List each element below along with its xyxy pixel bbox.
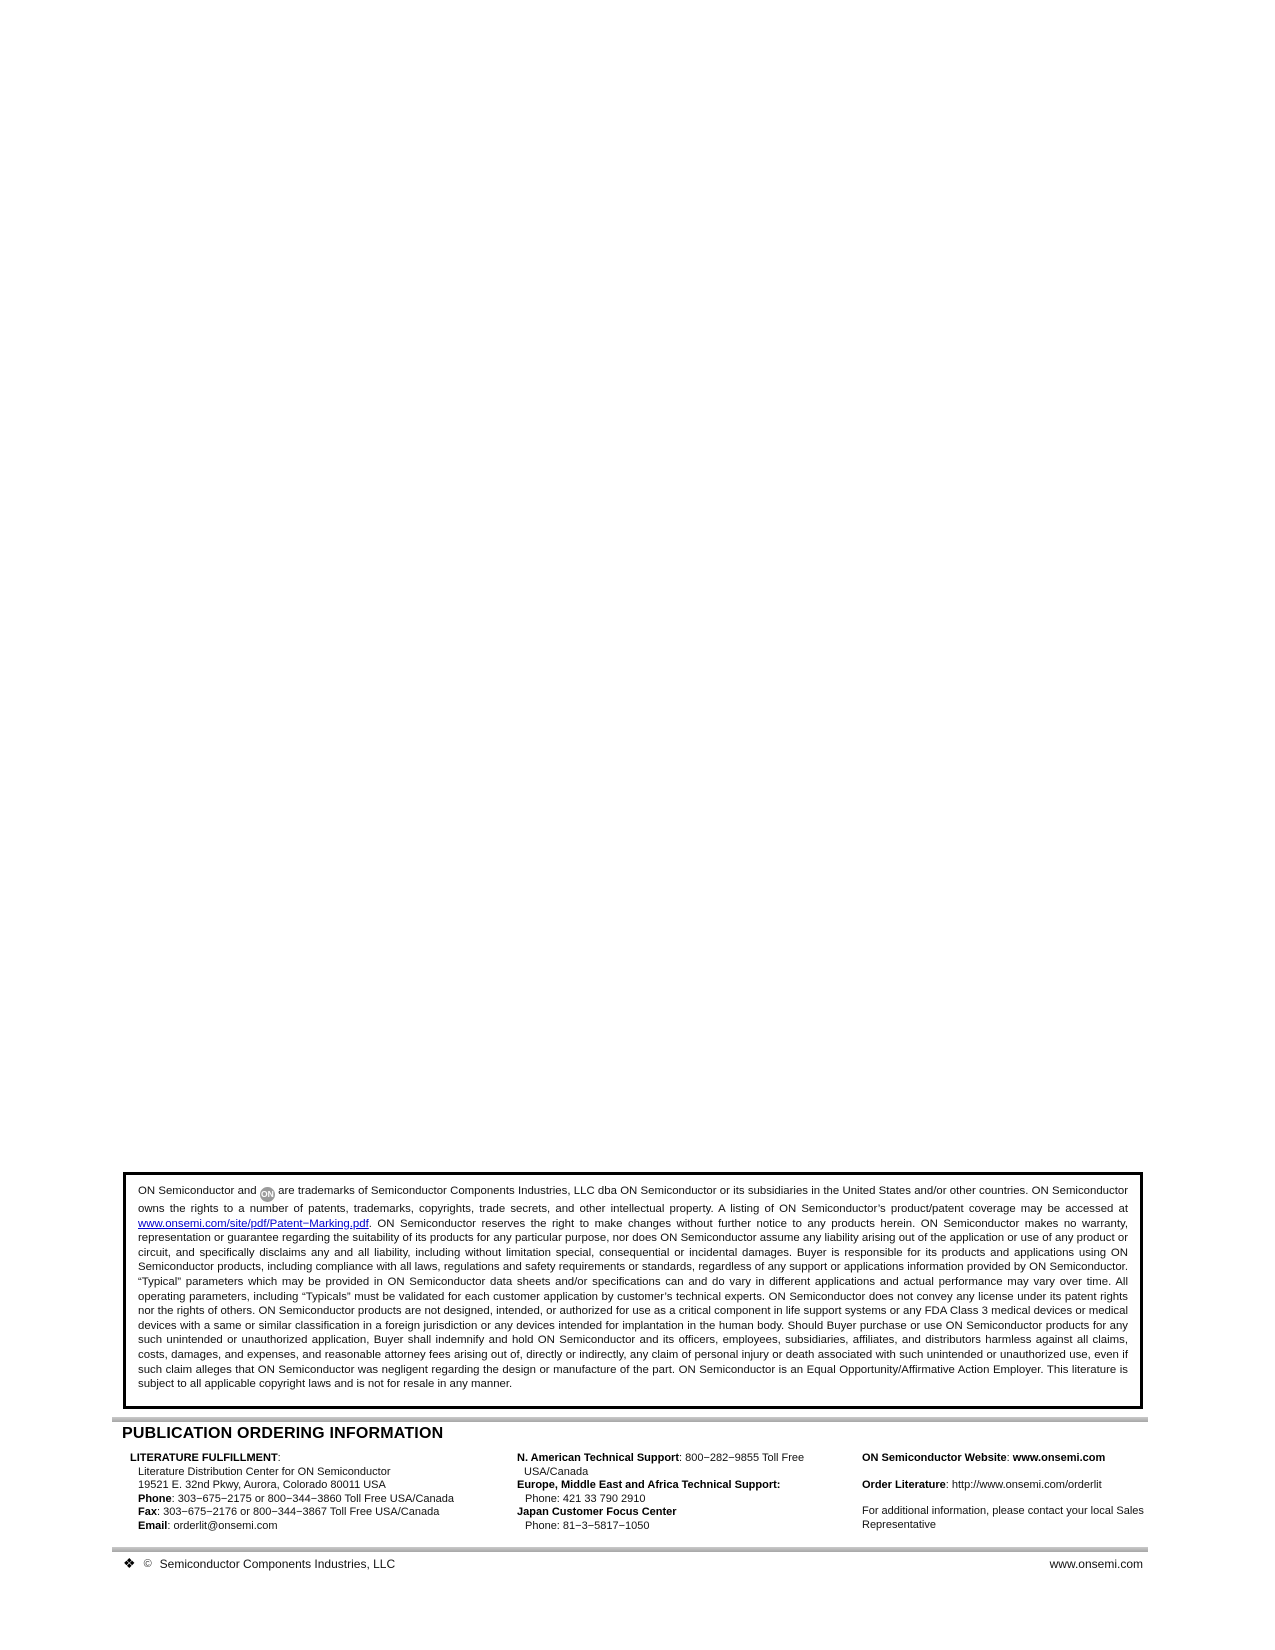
literature-fulfillment-title — [130, 1452, 510, 1466]
emea-phone-line: Phone: 421 33 790 2910 — [525, 1492, 646, 1505]
order-literature-line — [862, 1479, 1154, 1493]
diamond-icon: ❖ — [123, 1555, 136, 1571]
additional-info-text: For additional information, please contact your local Sales Representative — [862, 1505, 1144, 1531]
literature-email-line — [130, 1520, 510, 1534]
literature-phone-line — [130, 1493, 510, 1507]
footer-company-name: Semiconductor Components Industries, LLC — [159, 1556, 396, 1571]
emea-support-label: Europe, Middle East and Africa Technical Support: — [517, 1479, 781, 1492]
email-label: Email — [138, 1519, 168, 1532]
patent-marking-link[interactable]: www.onsemi.com/site/pdf/Patent−Marking.pdf — [138, 1217, 369, 1230]
on-semiconductor-logo-icon: ON — [260, 1187, 275, 1202]
japan-phone-line: Phone: 81−3−5817−1050 — [525, 1519, 650, 1532]
order-literature-url[interactable]: : http://www.onsemi.com/orderlit — [945, 1478, 1102, 1491]
japan-center-label: Japan Customer Focus Center — [517, 1506, 677, 1519]
footer-left — [123, 1555, 395, 1572]
na-technical-support-line — [517, 1452, 839, 1479]
divider-bar-top — [112, 1417, 1148, 1422]
literature-address-line1: Literature Distribution Center for ON Semiconductor — [138, 1465, 391, 1478]
copyright-icon: © — [143, 1557, 152, 1570]
website-colon: : — [1006, 1452, 1013, 1464]
order-literature-label: Order Literature — [862, 1478, 946, 1491]
website-line — [862, 1452, 1154, 1466]
disclaimer-body: are trademarks of Semiconductor Components Industries, LLC dba ON Semiconductor or its subsidiaries in the United States and/or other countries. ON Semiconductor owns the rights to a number of patents, trademarks, copyrights, trade secrets, and other intellectual property. A listing of ON Semiconductor’s product/patent coverage may be accessed at — [138, 1185, 1128, 1215]
website-url[interactable]: www.onsemi.com — [1012, 1452, 1106, 1464]
website-ordering-column — [862, 1452, 1154, 1545]
phone-value: : 303−675−2175 or 800−344−3860 Toll Free USA/Canada — [171, 1492, 454, 1505]
publication-ordering-heading: PUBLICATION ORDERING INFORMATION — [122, 1425, 444, 1442]
footer-website-link[interactable]: www.onsemi.com — [1049, 1556, 1143, 1571]
legal-disclaimer-text — [138, 1184, 1128, 1392]
emea-technical-support-line — [517, 1479, 839, 1493]
fax-value: : 303−675−2176 or 800−344−3867 Toll Free USA/Canada — [156, 1506, 440, 1519]
fax-label: Fax — [138, 1506, 157, 1519]
literature-fulfillment-column — [130, 1452, 510, 1534]
legal-disclaimer-box — [123, 1172, 1143, 1409]
disclaimer-intro: ON Semiconductor and — [138, 1185, 257, 1197]
japan-focus-center-line — [517, 1506, 839, 1520]
literature-fax-line — [130, 1506, 510, 1520]
literature-fulfillment-label: LITERATURE FULFILLMENT — [130, 1452, 278, 1464]
na-support-value: : 800−282−9855 Toll Free USA/Canada — [524, 1452, 805, 1478]
technical-support-column — [517, 1452, 839, 1534]
na-support-label: N. American Technical Support — [517, 1452, 679, 1464]
email-value: : orderlit@onsemi.com — [167, 1519, 278, 1532]
disclaimer-continuation: . ON Semiconductor reserves the right to make changes without further notice to any products herein. ON Semiconductor makes no warranty, representation or guarantee regarding the suitability of its products for any particular purpose, nor does ON Semiconductor assume any liability arising out of the application or use of any product or circuit, and specifically disclaims any and all liability, including without limitation special, consequential or incidental damages. Buyer is responsible for its products and applications using ON Semiconductor products, including compliance with all laws, regulations and safety requirements or standards, regardless of any support or applications information provided by ON Semiconductor. “Typical” parameters which may be provided in ON Semiconductor data sheets and/or specifications can and do vary in different applications and actual performance may vary over time. All operating parameters, including “Typicals” must be validated for each customer application by customer’s technical experts. ON Semiconductor does not convey any license under its patent rights nor the rights of others. ON Semiconductor products are not designed, intended, or authorized for use as a critical component in life support systems or any FDA Class 3 medical devices or medical devices with a same or similar classification in a foreign jurisdiction or any devices intended for implantation in the human body. Should Buyer purchase or use ON Semiconductor products for any such unintended or unauthorized application, Buyer shall indemnify and hold ON Semiconductor and its officers, employees, subsidiaries, affiliates, and distributors harmless against all claims, costs, damages, and expenses, and reasonable attorney fees arising out of, directly or indirectly, any claim of personal injury or death associated with such unintended or unauthorized use, even if such claim alleges that ON Semiconductor was negligent regarding the design or manufacture of the part. ON Semiconductor is an Equal Opportunity/Affirmative Action Employer. This literature is subject to all applicable copyright laws and is not for resale in any manner. — [138, 1217, 1128, 1391]
literature-fulfillment-colon: : — [277, 1452, 281, 1464]
page-footer — [123, 1555, 1143, 1572]
website-label: ON Semiconductor Website — [862, 1452, 1007, 1464]
divider-bar-bottom — [112, 1547, 1148, 1552]
literature-address-line2: 19521 E. 32nd Pkwy, Aurora, Colorado 80011 USA — [138, 1479, 386, 1492]
phone-label: Phone — [138, 1492, 172, 1505]
